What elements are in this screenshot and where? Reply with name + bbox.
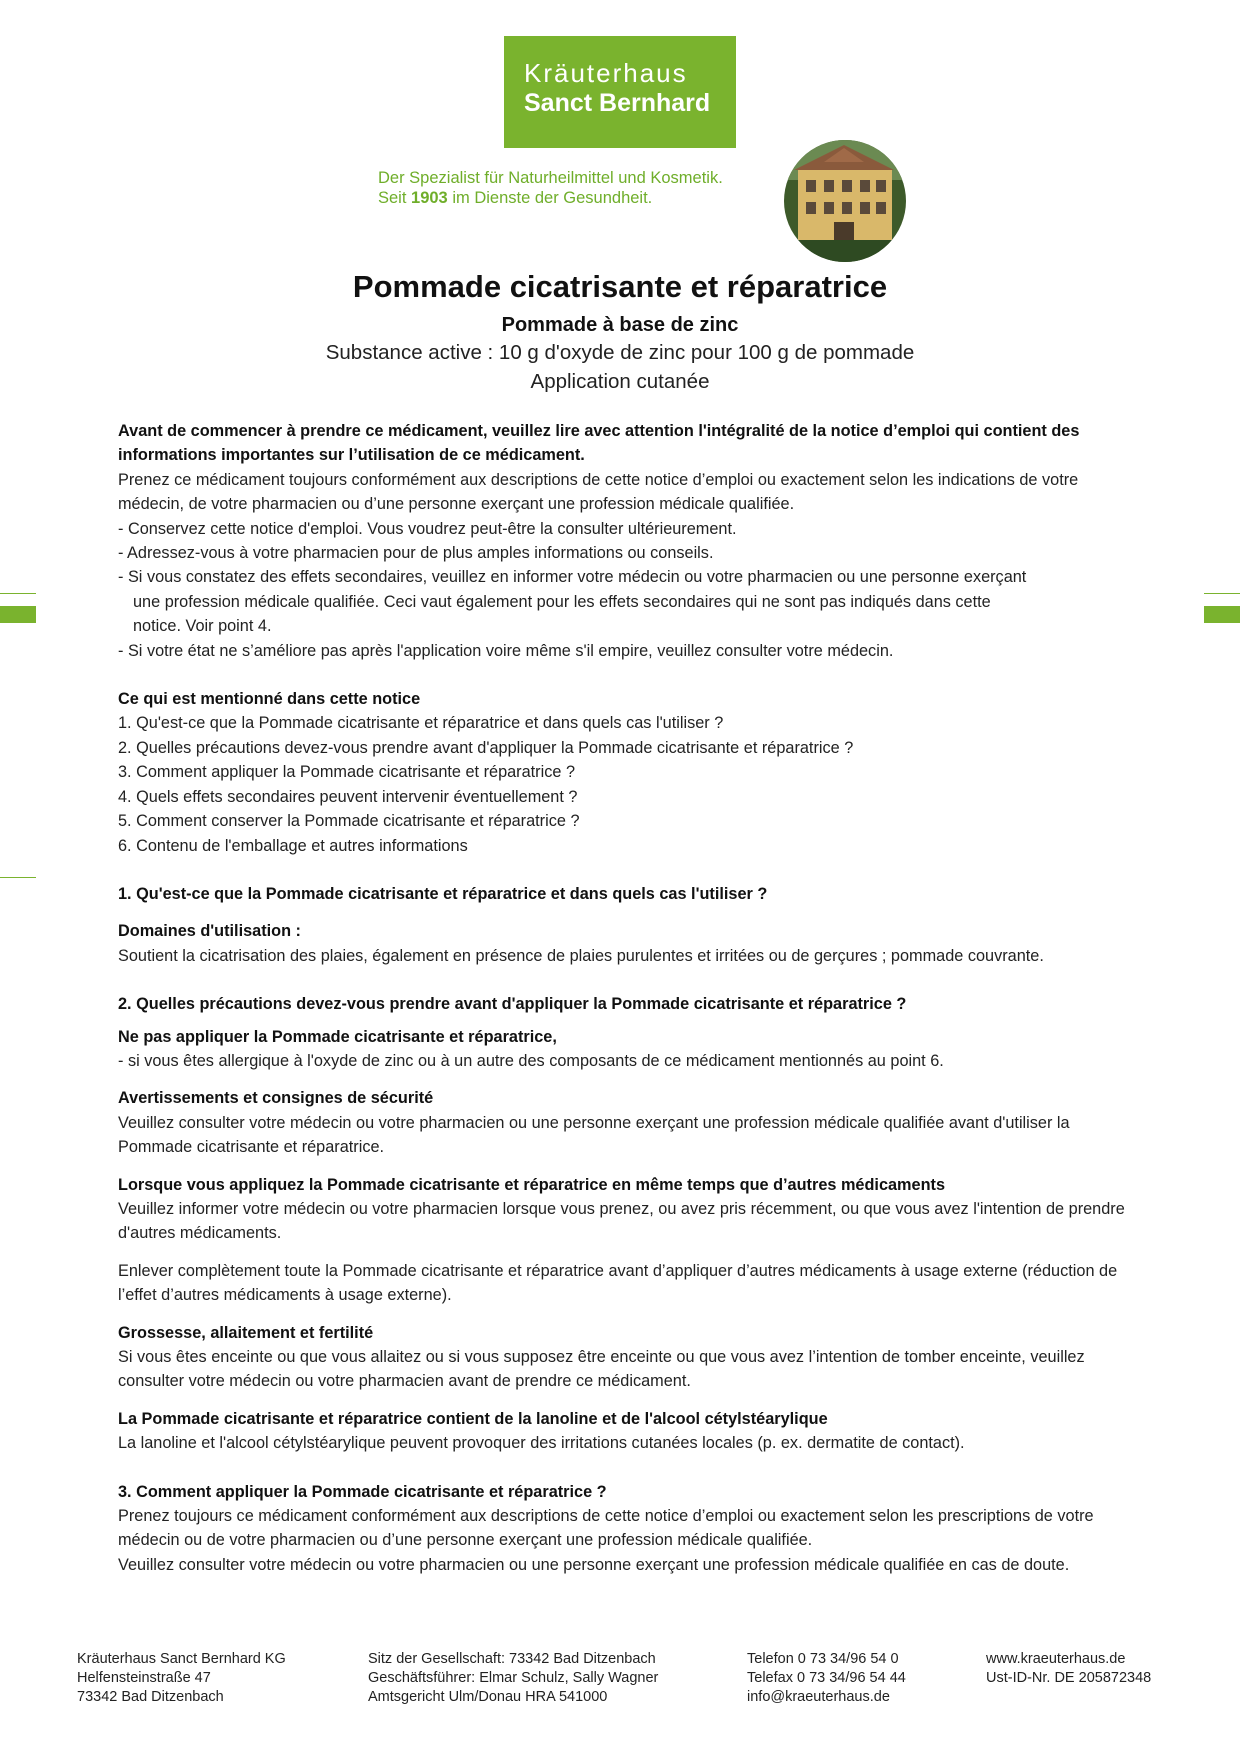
vat-id: Ust-ID-Nr. DE 205872348 bbox=[986, 1670, 1152, 1686]
fold-mark-left bbox=[0, 606, 36, 623]
company-city: 73342 Bad Ditzenbach bbox=[77, 1689, 224, 1705]
tagline-line2 bbox=[378, 188, 778, 208]
company-name: Kräuterhaus Sanct Bernhard KG bbox=[77, 1651, 286, 1667]
warnings-text: Veuillez consulter votre médecin ou votre pharmacien ou une personne exerçant une profession médicale qualifiée avant d'utiliser la Pommade cicatrisante et réparatrice. bbox=[118, 1113, 1070, 1157]
tagline-line1: Der Spezialist für Naturheilmittel und Kosmetik. bbox=[378, 169, 723, 187]
intro-bullet-2: - Adressez-vous à votre pharmacien pour de plus amples informations ou conseils. bbox=[118, 544, 714, 563]
section-2-heading: 2. Quelles précautions devez-vous prendre avant d'appliquer la Pommade cicatrisante et réparatrice ? bbox=[118, 995, 907, 1014]
section-1-heading: 1. Qu'est-ce que la Pommade cicatrisante et réparatrice et dans quels cas l'utiliser ? bbox=[118, 884, 768, 903]
footer-company bbox=[77, 1650, 286, 1707]
application-route: Application cutanée bbox=[530, 370, 710, 393]
lanolin-text: La lanoline et l'alcool cétylstéarylique peuvent provoquer des irritations cutanées locales (p. ex. dermatite de contact). bbox=[118, 1434, 965, 1453]
lanolin-heading: La Pommade cicatrisante et réparatrice contient de la lanoline et de l'alcool cétylstéarylique bbox=[118, 1409, 828, 1428]
pregnancy-text: Si vous êtes enceinte ou que vous allaitez ou si vous supposez être enceinte ou que vous avez l’intention de tomber enceinte, veuillez consulter votre médecin ou votre pharmacien avant de prendre ce médicament. bbox=[118, 1348, 1085, 1391]
brand-name-line2: Sanct Bernhard bbox=[524, 89, 711, 117]
footer-contact bbox=[747, 1650, 906, 1707]
section-3-text-2: Veuillez consulter votre médecin ou votre pharmacien ou une personne exerçant une profession médicale qualifiée en cas de doute. bbox=[118, 1555, 1070, 1574]
intro-bullet-3: - Si vous constatez des effets secondaires, veuillez en informer votre médecin ou votre pharmacien ou une personne exerçant bbox=[118, 568, 1027, 587]
section-1-text: Soutient la cicatrisation des plaies, également en présence de plaies purulentes et irritées ou de gerçures ; pommade couvrante. bbox=[118, 946, 1044, 965]
fold-mark-left-line bbox=[0, 593, 36, 594]
fold-mark-right-line bbox=[1204, 593, 1240, 594]
fax: Telefax 0 73 34/96 54 44 bbox=[747, 1670, 906, 1686]
building-photo bbox=[784, 140, 906, 262]
toc-item: 6. Contenu de l'emballage et autres informations bbox=[118, 836, 468, 855]
toc-heading: Ce qui est mentionné dans cette notice bbox=[118, 690, 421, 709]
tagline-post: im Dienste der Gesundheit. bbox=[447, 189, 653, 207]
brand-name-line1: Kräuterhaus bbox=[524, 58, 688, 88]
company-management: Geschäftsführer: Elmar Schulz, Sally Wagner bbox=[368, 1670, 659, 1686]
interactions-text-2: Enlever complètement toute la Pommade cicatrisante et réparatrice avant d’appliquer d’autres médicaments à usage externe (réduction de l’effet d’autres médicaments à usage externe). bbox=[118, 1261, 1118, 1305]
toc-item: 4. Quels effets secondaires peuvent intervenir éventuellement ? bbox=[118, 787, 578, 806]
company-seat: Sitz der Gesellschaft: 73342 Bad Ditzenbach bbox=[368, 1651, 656, 1667]
contraindication-text: - si vous êtes allergique à l'oxyde de zinc ou à un autre des composants de ce médicament mentionnés au point 6. bbox=[118, 1051, 944, 1070]
intro-text: Prenez ce médicament toujours conformément aux descriptions de cette notice d’emploi ou exactement selon les indications de votre médecin, de votre pharmacien ou d’une personne exerçant une profession médicale qualifiée. bbox=[118, 470, 1079, 514]
intro-bullet-3-cont2: notice. Voir point 4. bbox=[133, 617, 272, 636]
page-title: Pommade cicatrisante et réparatrice bbox=[352, 269, 888, 304]
email-link[interactable]: info@kraeuterhaus.de bbox=[747, 1689, 890, 1705]
phone: Telefon 0 73 34/96 54 0 bbox=[747, 1651, 899, 1667]
company-street: Helfensteinstraße 47 bbox=[77, 1670, 211, 1686]
company-register: Amtsgericht Ulm/Donau HRA 541000 bbox=[368, 1689, 608, 1705]
footer-legal bbox=[368, 1650, 658, 1707]
footer-web bbox=[986, 1650, 1151, 1688]
tagline-pre: Seit bbox=[378, 189, 412, 207]
interactions-heading: Lorsque vous appliquez la Pommade cicatrisante et réparatrice en même temps que d’autres médicaments bbox=[118, 1175, 946, 1194]
toc-item: 5. Comment conserver la Pommade cicatrisante et réparatrice ? bbox=[118, 812, 580, 831]
contraindication-heading: Ne pas appliquer la Pommade cicatrisante et réparatrice, bbox=[118, 1027, 557, 1046]
fold-mark-right bbox=[1204, 606, 1240, 623]
section-3-heading: 3. Comment appliquer la Pommade cicatrisante et réparatrice ? bbox=[118, 1482, 607, 1501]
intro-warning: Avant de commencer à prendre ce médicament, veuillez lire avec attention l'intégralité de la notice d’emploi qui contient des informations importantes sur l’utilisation de ce médicament. bbox=[118, 422, 1080, 465]
active-substance: Substance active : 10 g d'oxyde de zinc pour 100 g de pommade bbox=[325, 341, 915, 364]
toc-item: 2. Quelles précautions devez-vous prendre avant d'appliquer la Pommade cicatrisante et réparatrice ? bbox=[118, 738, 854, 757]
intro-bullet-1: - Conservez cette notice d'emploi. Vous voudrez peut-être la consulter ultérieurement. bbox=[118, 519, 737, 538]
pregnancy-heading: Grossesse, allaitement et fertilité bbox=[118, 1323, 374, 1342]
title-block bbox=[0, 262, 1240, 396]
tagline-year: 1903 bbox=[411, 189, 448, 207]
brand-tagline bbox=[378, 168, 778, 208]
leaflet-content bbox=[118, 419, 1130, 1577]
intro-bullet-3-cont: une profession médicale qualifiée. Ceci vaut également pour les effets secondaires qui ne sont pas indiqués dans cette bbox=[133, 592, 991, 611]
warnings-heading: Avertissements et consignes de sécurité bbox=[118, 1089, 434, 1108]
fold-mark-left-lower bbox=[0, 877, 36, 878]
section-1-subheading: Domaines d'utilisation : bbox=[118, 922, 301, 941]
toc-item: 3. Comment appliquer la Pommade cicatrisante et réparatrice ? bbox=[118, 763, 575, 782]
toc-item: 1. Qu'est-ce que la Pommade cicatrisante et réparatrice et dans quels cas l'utiliser ? bbox=[118, 714, 724, 733]
subtitle: Pommade à base de zinc bbox=[501, 314, 739, 336]
intro-bullet-4: - Si votre état ne s’améliore pas après l'application voire même s'il empire, veuillez consulter votre médecin. bbox=[118, 641, 894, 660]
website-link[interactable]: www.kraeuterhaus.de bbox=[986, 1651, 1126, 1667]
interactions-text: Veuillez informer votre médecin ou votre pharmacien lorsque vous prenez, ou avez pris récemment, ou que vous avez l'intention de prendre d'autres médicaments. bbox=[118, 1199, 1125, 1243]
section-3-text: Prenez toujours ce médicament conformément aux descriptions de cette notice d’emploi ou exactement selon les prescriptions de votre médecin ou de votre pharmacien ou d’une personne exerçant une profession médicale qualifiée. bbox=[118, 1507, 1094, 1550]
brand-logo bbox=[504, 36, 736, 148]
